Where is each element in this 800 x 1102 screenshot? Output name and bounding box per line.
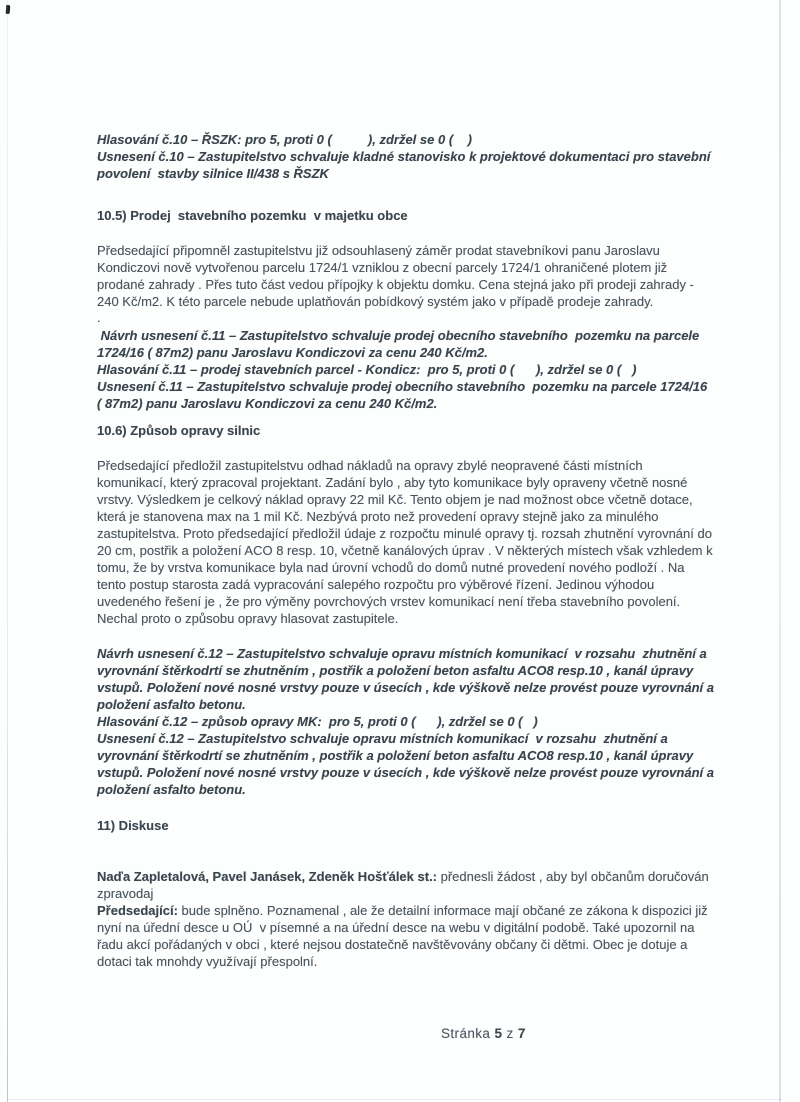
section-heading-10-5 xyxy=(97,207,757,224)
page-footer xyxy=(441,1025,526,1042)
text-line xyxy=(97,696,757,713)
text-line xyxy=(97,713,757,730)
bold-text-run: Předsedající: xyxy=(97,903,178,918)
text-run: vrstvy. Výsledkem je celkový náklad opravy 22 mil Kč. Tento objem je nad možnost obce včetně dotace, xyxy=(97,492,693,507)
text-line xyxy=(97,576,757,593)
text-run: Kondiczovi nově vytvořenou parcelu 1724/1 vzniklou z obecní parcely 1724/1 ohraničené plotem již xyxy=(97,260,668,275)
text-run: 20 cm, postřik a položení ACO 8 resp. 10, včetně kanálových úprav . V některých místech však vzhledem k xyxy=(97,543,713,558)
text-run: Usnesení č.11 – Zastupitelstvo schvaluje prodej obecního stavebního pozemku na parcele 1724/16 xyxy=(97,379,708,394)
page-edge-left xyxy=(7,0,8,1102)
text-run: Hlasování č.12 – způsob opravy MK: pro 5, proti 0 ( ), zdržel se 0 ( ) xyxy=(97,714,538,729)
text-run: řadu akcí pořádaných v obci , které nejsou dostatečně navštěvovány občany či dětmi. Obec je dotuje a xyxy=(97,937,688,952)
footer-text-run: z xyxy=(502,1026,518,1041)
text-run: nyní na úřední desce u OÚ v písemné a na úřední desce na webu v digitální podobě. Také upozornil na xyxy=(97,920,695,935)
text-line xyxy=(97,902,757,919)
text-run: 10.6) Způsob opravy silnic xyxy=(97,423,261,438)
text-run: komunikací, který zpracoval projektant. Zadání bylo , aby tyto komunikace byly opraveny včetně nosné xyxy=(97,475,688,490)
text-run: Usnesení č.12 – Zastupitelstvo schvaluje opravu místních komunikací v rozsahu zhutnění a xyxy=(97,731,668,746)
text-run: Návrh usnesení č.11 – Zastupitelstvo schvaluje prodej obecního stavebního pozemku na parcele xyxy=(97,328,700,343)
text-line xyxy=(97,885,757,902)
text-run: bude splněno. Poznamenal , ale že detailní informace mají občané ze zákona k dispozici již xyxy=(177,903,708,918)
text-line xyxy=(97,559,757,576)
text-run: tento postup starosta zadá vypracování salepého rozpočtu pro výběrové řízení. Jedinou výhodou xyxy=(97,577,655,592)
text-line xyxy=(97,293,757,310)
text-run: Předsedající připomněl zastupitelstvu již odsouhlasený záměr prodat stavebníkovi panu Jaroslavu xyxy=(97,243,660,258)
text-line xyxy=(97,610,757,627)
text-run: která je stanovena max na 1 mil Kč. Nezbývá proto než provedení opravy stejně jako za minulého xyxy=(97,509,659,524)
text-line xyxy=(97,542,757,559)
text-line xyxy=(97,919,757,936)
text-line xyxy=(97,131,757,148)
text-line xyxy=(97,953,757,970)
text-run: vyrovnání štěrkodrtí se zhutněním , postřik a položení beton asfaltu ACO8 resp.10 , kanál úpravy xyxy=(97,748,694,763)
text-line xyxy=(97,395,757,412)
text-run: 10.5) Prodej stavebního pozemku v majetku obce xyxy=(97,208,408,223)
text-line xyxy=(97,936,757,953)
text-line xyxy=(97,207,757,224)
text-run: Hlasování č.10 – ŘSZK: pro 5, proti 0 ( ), zdržel se 0 ( ) xyxy=(97,132,472,147)
text-run: přednesli žádost , aby byl občanům doručován xyxy=(437,869,709,884)
text-line xyxy=(97,474,757,491)
text-line xyxy=(97,344,757,361)
text-run: Usnesení č.10 – Zastupitelstvo schvaluje kladné stanovisko k projektové dokumentaci pro stavební xyxy=(97,149,711,164)
text-line xyxy=(97,781,757,798)
bold-text-run: Naďa Zapletalová, Pavel Janásek, Zdeněk Hošťálek st.: xyxy=(97,869,438,884)
text-run: Předsedající předložil zastupitelstvu odhad nákladů na opravy zbylé neopravené části místních xyxy=(97,458,643,473)
text-run: Nechal proto o způsobu opravy hlasovat zastupitele. xyxy=(97,611,399,626)
text-line xyxy=(97,645,757,662)
text-run: uvedeného řešení je , že pro výměny povrchových vrstev komunikací není třeba stavebního povolení. xyxy=(97,594,681,609)
text-line xyxy=(97,764,757,781)
text-line xyxy=(97,508,757,525)
text-run: tomu, že by vrstva komunikace byla nad úrovní vchodů do domů nutné provedení nového podloží . Na xyxy=(97,560,685,575)
text-run: povolení stavby silnice II/438 s ŘSZK xyxy=(97,166,329,181)
text-run: 11) Diskuse xyxy=(97,818,169,833)
paragraph-10-5 xyxy=(97,242,757,310)
text-line xyxy=(97,868,757,885)
text-line xyxy=(97,309,757,326)
text-line xyxy=(97,276,757,293)
text-run: položení asfalto betonu. xyxy=(97,697,246,712)
text-run: zpravodaj xyxy=(97,886,154,901)
text-line xyxy=(97,327,757,344)
resolution-block-11 xyxy=(97,327,757,412)
text-line xyxy=(97,662,757,679)
text-run: dotaci tak mnohdy využívají přespolní. xyxy=(97,954,318,969)
text-line xyxy=(97,817,757,834)
text-line xyxy=(97,525,757,542)
text-run: prodané zahrady . Přes tuto část vedou přípojky k objektu domku. Cena stejná jako při prodeji zahrady - xyxy=(97,277,694,292)
text-run: zastupitelstva. Proto předsedající předložil údaje z rozpočtu minulé opravy tj. rozsah zhutnění vyrovnání do xyxy=(97,526,712,541)
paragraph-10-6 xyxy=(97,457,757,627)
page-edge-right xyxy=(779,0,781,1102)
discussion-paragraph xyxy=(97,868,757,970)
text-line xyxy=(97,361,757,378)
text-line xyxy=(97,747,757,764)
text-line xyxy=(97,422,757,439)
text-run: Hlasování č.11 – prodej stavebních parcel - Kondicz: pro 5, proti 0 ( ), zdržel se 0 ( ) xyxy=(97,362,637,377)
text-line xyxy=(97,259,757,276)
text-line xyxy=(97,593,757,610)
text-run: ( 87m2) panu Jaroslavu Kondiczovi za cenu 240 Kč/m2. xyxy=(97,396,438,411)
stray-dot xyxy=(97,309,757,326)
text-line xyxy=(97,491,757,508)
resolution-block-12 xyxy=(97,645,757,798)
section-heading-10-6 xyxy=(97,422,757,439)
section-heading-11 xyxy=(97,817,757,834)
footer-page-number: 7 xyxy=(517,1026,526,1041)
text-line xyxy=(97,457,757,474)
text-run: 240 Kč/m2. K této parcele nebude uplatňován pobídkový systém jako v případě prodeje zahrady. xyxy=(97,294,654,309)
text-line xyxy=(97,730,757,747)
text-run: vyrovnání štěrkodrtí se zhutněním , postřik a položení beton asfaltu ACO8 resp.10 , kanál úpravy xyxy=(97,663,694,678)
text-line xyxy=(97,679,757,696)
vote-resolution-10 xyxy=(97,131,757,182)
text-run: vstupů. Položení nové nosné vrstvy pouze v úsecích , kde výškově nelze provést pouze vyrovnání a xyxy=(97,765,714,780)
text-line xyxy=(97,378,757,395)
text-run: položení asfalto betonu. xyxy=(97,782,246,797)
text-run: vstupů. Položení nové nosné vrstvy pouze v úsecích , kde výškově nelze provést pouze vyrovnání a xyxy=(97,680,714,695)
footer-text-run: Stránka xyxy=(441,1026,495,1041)
text-run: . xyxy=(97,310,101,325)
text-run: Návrh usnesení č.12 – Zastupitelstvo schvaluje opravu místních komunikací v rozsahu zhutnění a xyxy=(97,646,707,661)
text-line xyxy=(97,148,757,165)
text-line xyxy=(97,165,757,182)
text-line xyxy=(97,242,757,259)
text-run: 1724/16 ( 87m2) panu Jaroslavu Kondiczovi za cenu 240 Kč/m2. xyxy=(97,345,488,360)
page-edge-bottom xyxy=(7,1099,781,1100)
footer-page-number: 5 xyxy=(494,1026,503,1041)
